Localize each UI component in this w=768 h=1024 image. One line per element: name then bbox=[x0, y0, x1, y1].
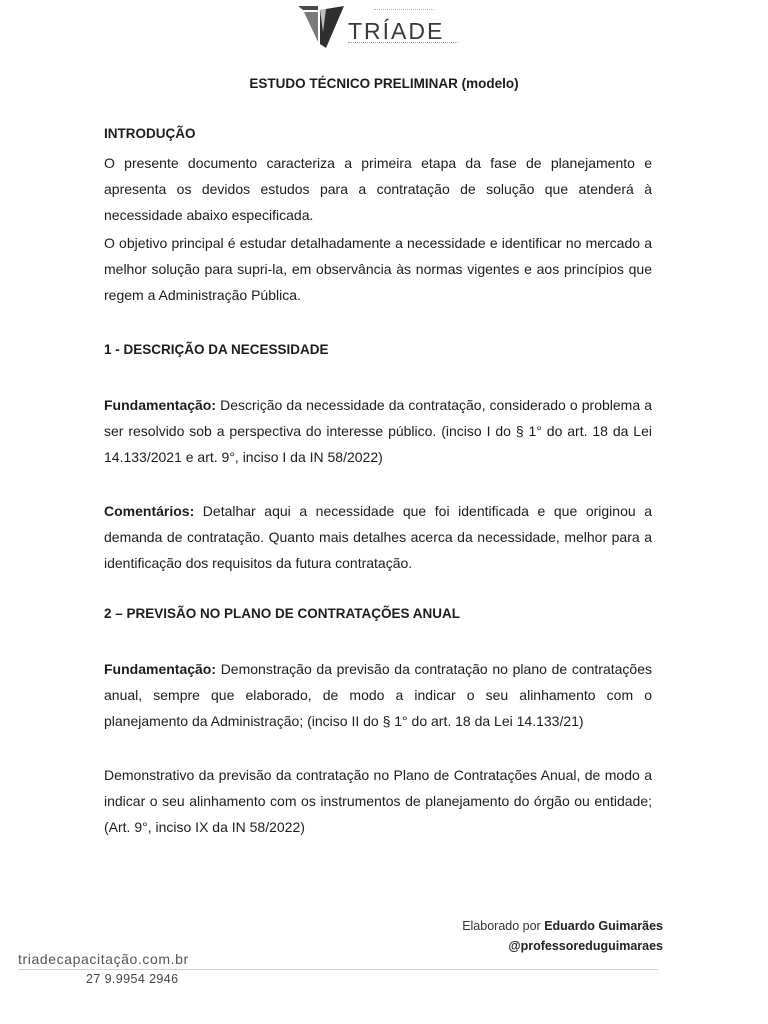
intro-heading: INTRODUÇÃO bbox=[104, 126, 196, 141]
section-1-comentarios bbox=[104, 498, 652, 576]
logo-tagline-line bbox=[348, 42, 458, 45]
fundamentacao-text: Descrição da necessidade da contratação, considerado o problema a ser resolvido sob a perspectiva do interesse público. (inciso I do § 1° do art. 18 da Lei 14.133/2021 e art. 9°, inciso I da IN 58/2022) bbox=[104, 397, 652, 465]
section-1-heading: 1 - DESCRIÇÃO DA NECESSIDADE bbox=[104, 342, 329, 357]
credit-prefix: Elaborado por bbox=[462, 919, 545, 933]
section-2-heading: 2 – PREVISÃO NO PLANO DE CONTRATAÇÕES ANUAL bbox=[104, 606, 461, 621]
comentarios-text: Detalhar aqui a necessidade que foi identificada e que originou a demanda de contratação. Quanto mais detalhes acerca da necessidade, melhor para a identificação dos requisitos da futura contratação. bbox=[104, 503, 652, 571]
fundamentacao-label: Fundamentação: bbox=[104, 661, 217, 677]
intro-paragraph-2: O objetivo principal é estudar detalhadamente a necessidade e identificar no mercado a melhor solução para supri-la, em observância às normas vigentes e aos princípios que regem a Administração Pública. bbox=[104, 235, 652, 303]
section-1-fundamentacao bbox=[104, 392, 652, 470]
footer-phone: 27 9.9954 2946 bbox=[86, 972, 179, 986]
triade-logo-icon bbox=[296, 4, 346, 52]
fundamentacao-text: Demonstração da previsão da contratação no plano de contratações anual, sempre que elaborado, de modo a indicar o seu alinhamento com o planejamento da Administração; (inciso II do § 1° do art. 18 da Lei 14.133/21) bbox=[104, 661, 652, 729]
author-credit bbox=[462, 916, 663, 956]
credit-author: Eduardo Guimarães bbox=[544, 919, 663, 933]
triade-logo bbox=[296, 4, 466, 52]
logo-wordmark: TRÍADE bbox=[348, 18, 445, 44]
comentarios-label: Comentários: bbox=[104, 503, 195, 519]
section-2-demonstrativo: Demonstrativo da previsão da contratação no Plano de Contratações Anual, de modo a indicar o seu alinhamento com os instrumentos de planejamento do órgão ou entidade; (Art. 9°, inciso IX da IN 58/2022) bbox=[104, 767, 652, 835]
section-2-fundamentacao bbox=[104, 656, 652, 734]
fundamentacao-label: Fundamentação: bbox=[104, 397, 217, 413]
logo-top-line bbox=[374, 9, 434, 12]
intro-paragraph-1: O presente documento caracteriza a primeira etapa da fase de planejamento e apresenta os devidos estudos para a contratação de solução que atenderá à necessidade abaixo especificada. bbox=[104, 155, 652, 223]
document-title: ESTUDO TÉCNICO PRELIMINAR (modelo) bbox=[249, 76, 519, 91]
credit-handle: @professoreduguimaraes bbox=[508, 939, 663, 953]
footer-divider bbox=[18, 969, 658, 970]
footer-website: triadecapacitação.com.br bbox=[18, 951, 189, 967]
